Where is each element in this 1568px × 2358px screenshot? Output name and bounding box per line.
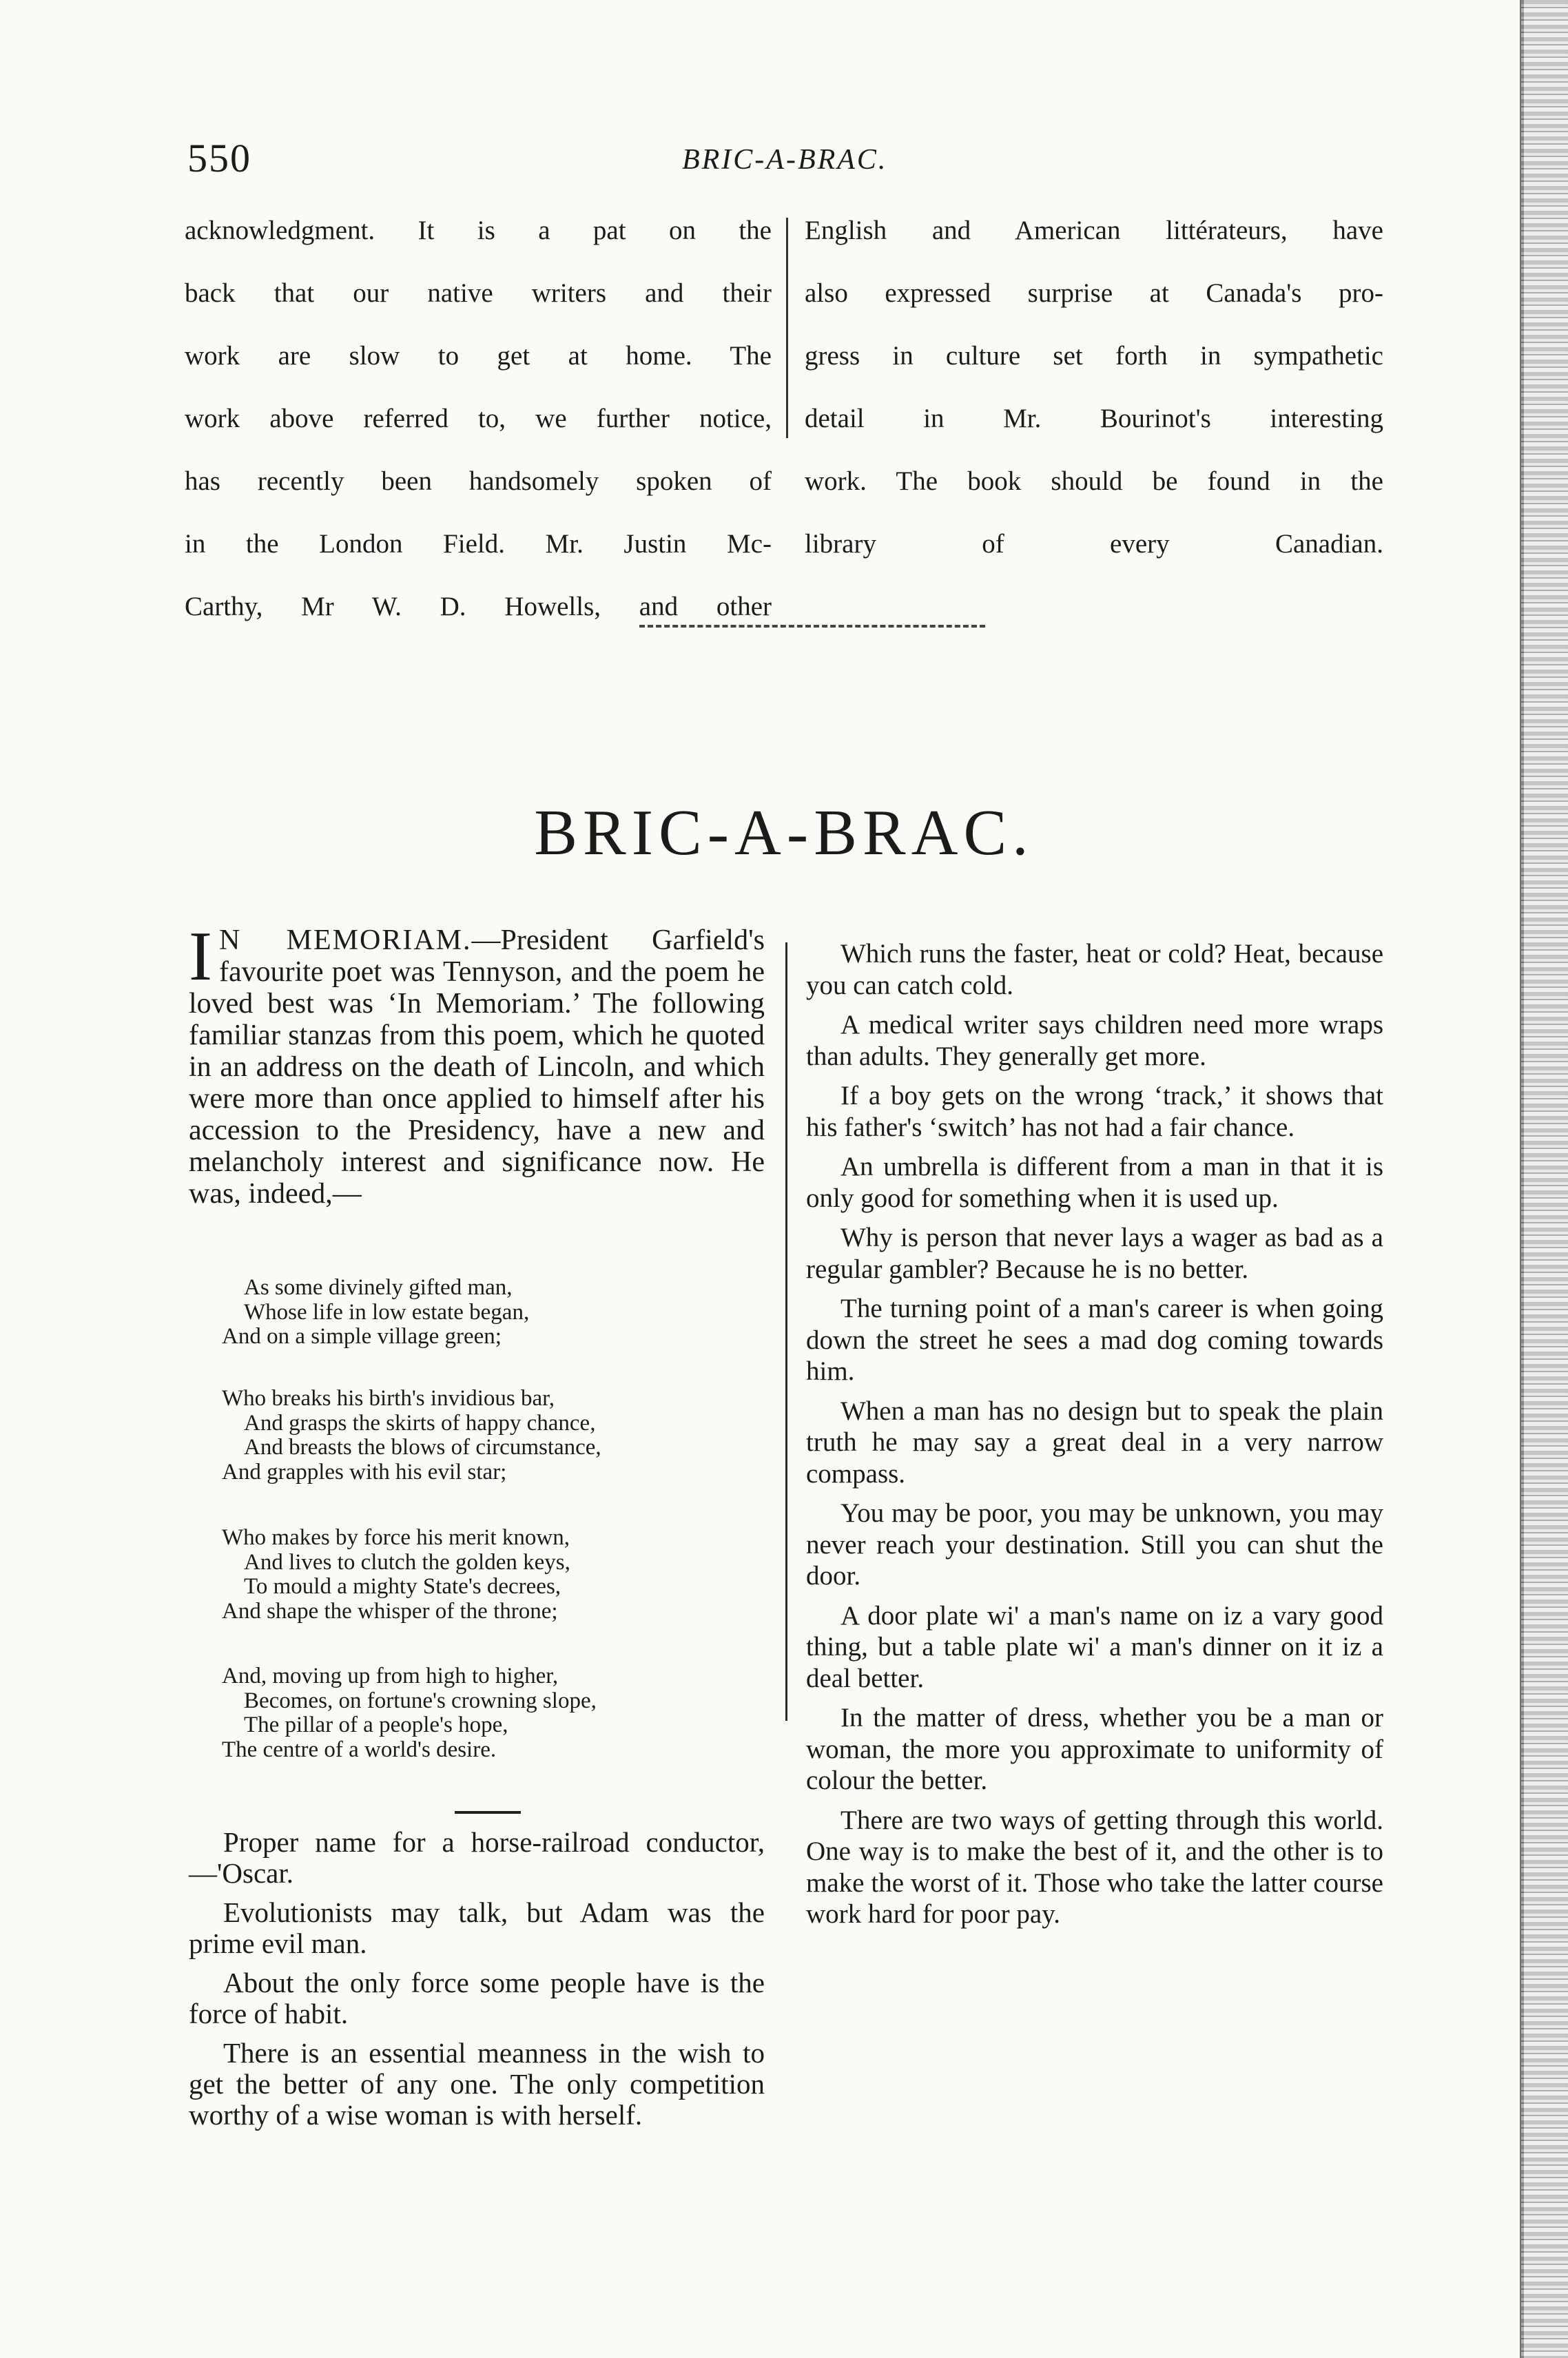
joke-item: You may be poor, you may be unknown, you may never reach your destination. Still you can shut the door. — [806, 1498, 1383, 1591]
continuation-left-line: has recently been handsomely spoken of — [185, 466, 772, 496]
memoriam-text — [189, 918, 765, 1210]
joke-item: About the only force some people have is the force of habit. — [189, 1967, 765, 2029]
memoriam-paragraph — [189, 918, 765, 1210]
continuation-right-line: detail in Mr. Bourinot's interesting — [805, 404, 1383, 433]
right-items-column — [806, 938, 1383, 1938]
poem-stanza — [222, 1387, 601, 1485]
joke-item: Evolutionists may talk, but Adam was the prime evil man. — [189, 1896, 765, 1959]
poem-line: And shape the whisper of the throne; — [222, 1598, 558, 1624]
poem-line: To mould a mighty State's decrees, — [244, 1574, 561, 1599]
section-break-rule — [639, 625, 985, 628]
poem-line: And grasps the skirts of happy chance, — [244, 1410, 596, 1436]
poem-stanza — [222, 1664, 597, 1762]
continuation-right-line: English and American littérateurs, have — [805, 216, 1383, 245]
memoriam-heading: N MEMORIAM. — [218, 924, 472, 956]
joke-item: There is an essential meanness in the wish to get the better of any one. The only competition worthy of a wise woman is with herself. — [189, 2037, 765, 2131]
column-divider — [786, 218, 788, 438]
poem-line: Whose life in low estate began, — [244, 1299, 530, 1325]
joke-item: Which runs the faster, heat or cold? Heat, because you can catch cold. — [806, 939, 1383, 1000]
joke-item: An umbrella is different from a man in that it is only good for something when it is used up. — [806, 1152, 1383, 1213]
poem-stanza — [222, 1276, 529, 1349]
continuation-right-line: also expressed surprise at Canada's pro- — [805, 278, 1383, 308]
joke-item: Why is person that never lays a wager as bad as a regular gambler? Because he is no better. — [806, 1223, 1383, 1284]
poem-line: Becomes, on fortune's crowning slope, — [244, 1688, 597, 1713]
poem-line: And on a simple village green; — [222, 1324, 502, 1349]
column-divider — [785, 942, 787, 1721]
poem-line: The centre of a world's desire. — [222, 1737, 497, 1762]
poem-line: The pillar of a people's hope, — [244, 1713, 508, 1737]
continuation-left-column — [185, 215, 772, 654]
joke-item: A medical writer says children need more wraps than adults. They generally get more. — [806, 1010, 1383, 1071]
poem-stanza — [222, 1526, 570, 1624]
memoriam-body: —President Garfield's favourite poet was Tennyson, and the poem he loved best was ‘In Memoriam.’ The following familiar stanzas from this poem, which he quoted in an address on the death of Lincoln, and which were more than once applied to himself after his accession to the Presidency, have a new and melancholy interest and significance now. He was, indeed,— — [189, 924, 765, 1210]
poem-line: And, moving up from high to higher, — [222, 1664, 559, 1688]
continuation-left-line: acknowledgment. It is a pat on the — [185, 216, 772, 245]
joke-item: When a man has no design but to speak the plain truth he may say a great deal in a very narrow compass. — [806, 1396, 1383, 1489]
continuation-right-column — [805, 215, 1383, 591]
left-items-column — [189, 1827, 765, 2139]
continuation-left-line: work above referred to, we further notice, — [185, 404, 772, 433]
continuation-left-line: Carthy, Mr W. D. Howells, and other — [185, 592, 772, 621]
joke-item: In the matter of dress, whether you be a man or woman, the more you approximate to uniformity of colour the better. — [806, 1703, 1383, 1795]
continuation-right-line: gress in culture set forth in sympathetic — [805, 341, 1383, 371]
poem-line: Who breaks his birth's invidious bar, — [222, 1386, 555, 1411]
poem-line: And grapples with his evil star; — [222, 1459, 507, 1485]
continuation-left-line: in the London Field. Mr. Justin Mc- — [185, 529, 772, 559]
short-rule — [455, 1811, 521, 1814]
page-scan-edge — [1521, 0, 1568, 2358]
page-number: 550 — [187, 136, 251, 180]
joke-item: If a boy gets on the wrong ‘track,’ it shows that his father's ‘switch’ has not had a fair chance. — [806, 1081, 1383, 1142]
joke-item: A door plate wi' a man's name on iz a vary good thing, but a table plate wi' a man's dinner on it iz a deal better. — [806, 1600, 1383, 1693]
joke-item: The turning point of a man's career is when going down the street he sees a mad dog coming towards him. — [806, 1294, 1383, 1386]
poem-line: Who makes by force his merit known, — [222, 1525, 570, 1550]
poem-line: And lives to clutch the golden keys, — [244, 1549, 570, 1575]
continuation-left-line: back that our native writers and their — [185, 278, 772, 308]
poem-line: And breasts the blows of circumstance, — [244, 1435, 601, 1460]
joke-item: There are two ways of getting through this world. One way is to make the best of it, and the other is to make the worst of it. Those who take the latter course work hard for poor pay. — [806, 1805, 1383, 1929]
running-head: BRIC-A-BRAC. — [682, 144, 888, 176]
continuation-right-line: library of every Canadian. — [805, 529, 1383, 559]
drop-cap: I — [189, 918, 212, 995]
continuation-right-line: work. The book should be found in the — [805, 466, 1383, 496]
joke-item: Proper name for a horse-railroad conductor,—'Oscar. — [189, 1826, 765, 1889]
continuation-left-line: work are slow to get at home. The — [185, 341, 772, 371]
poem-line: As some divinely gifted man, — [244, 1275, 513, 1300]
section-title: BRIC-A-BRAC. — [534, 797, 1034, 869]
